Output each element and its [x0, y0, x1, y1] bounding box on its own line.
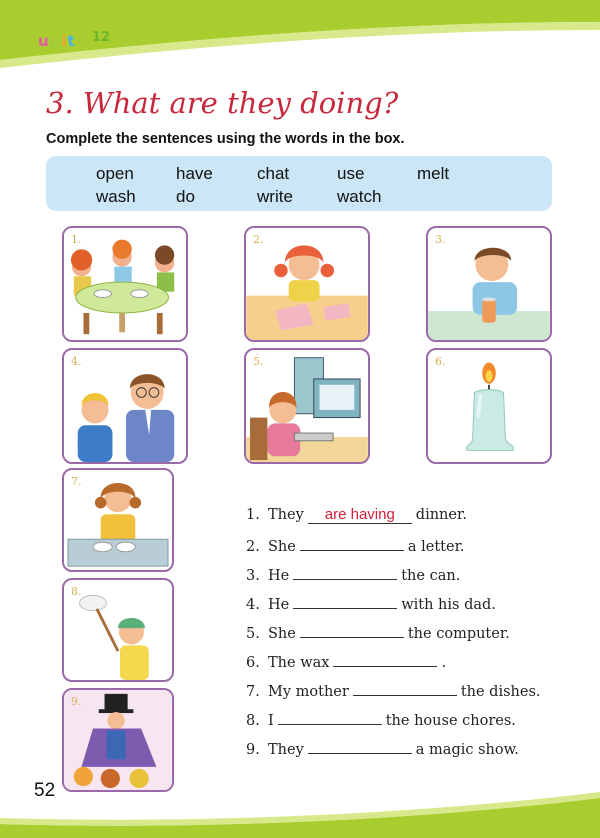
word-do: do	[176, 187, 195, 206]
sentence-subject: He	[268, 568, 290, 584]
sentence-number: 9.	[246, 742, 260, 758]
answer-blank[interactable]: are having	[308, 507, 412, 524]
picture-4-chatting	[62, 348, 188, 464]
picture-number: 5.	[253, 355, 264, 368]
sentence-ending: the dishes.	[460, 684, 541, 700]
picture-1-family-dinner	[62, 226, 188, 342]
picture-number: 8.	[71, 585, 82, 598]
sentence-ending: dinner.	[415, 507, 467, 523]
answer-blank[interactable]	[293, 565, 397, 580]
answer-blank[interactable]	[353, 681, 457, 696]
word-watch: watch	[337, 187, 382, 206]
header-swoosh	[0, 0, 600, 70]
boy-can-illustration	[428, 228, 550, 340]
computer-illustration	[246, 350, 368, 462]
picture-number: 9.	[71, 695, 82, 708]
footer-swoosh	[0, 790, 600, 838]
sentence-6	[246, 652, 446, 671]
sentence-number: 3.	[246, 568, 260, 584]
picture-number: 3.	[435, 233, 446, 246]
sentence-subject: She	[268, 626, 296, 642]
sentence-subject: My mother	[268, 684, 349, 700]
instruction-text: Complete the sentences using the words in the box.	[46, 131, 405, 147]
sentence-number: 7.	[246, 684, 260, 700]
sentence-1	[246, 507, 467, 524]
sentence-8	[246, 710, 516, 729]
sentence-ending: the house chores.	[385, 713, 516, 729]
sentence-subject: They	[268, 507, 304, 523]
exercise-title: 3. What are they doing?	[46, 86, 399, 120]
unit-number: 12	[92, 30, 111, 45]
word-use: use	[337, 164, 365, 183]
picture-2-girl-writing	[244, 226, 370, 342]
answer-blank[interactable]	[300, 536, 404, 551]
sentence-5	[246, 623, 510, 642]
sentence-ending: a letter.	[407, 539, 465, 555]
sentence-7	[246, 681, 541, 700]
sentence-subject: The wax	[268, 655, 330, 671]
sentence-number: 4.	[246, 597, 260, 613]
page-number: 52	[34, 780, 56, 801]
sentence-ending: the computer.	[407, 626, 510, 642]
picture-6-candle	[426, 348, 552, 464]
sentence-number: 1.	[246, 507, 260, 523]
family-dinner-illustration	[64, 228, 186, 340]
picture-number: 2.	[253, 233, 264, 246]
picture-5-computer	[244, 348, 370, 464]
answer-blank[interactable]	[293, 594, 397, 609]
sentence-number: 2.	[246, 539, 260, 555]
answer-blank[interactable]	[333, 652, 437, 667]
picture-7-washing-dishes	[62, 468, 174, 572]
picture-number: 6.	[435, 355, 446, 368]
sentence-4	[246, 594, 496, 613]
sentence-subject: She	[268, 539, 296, 555]
picture-number: 4.	[71, 355, 82, 368]
word-chat: chat	[257, 164, 290, 183]
sentence-3	[246, 565, 460, 584]
candle-illustration	[428, 350, 550, 462]
word-have: have	[176, 164, 213, 183]
sentence-number: 8.	[246, 713, 260, 729]
picture-number: 1.	[71, 233, 82, 246]
picture-8-house-chores	[62, 578, 174, 682]
unit-label	[38, 32, 76, 50]
sentence-ending: .	[441, 655, 447, 671]
picture-3-boy-can	[426, 226, 552, 342]
word-wash: wash	[96, 187, 136, 206]
word-open: open	[96, 164, 134, 183]
unit-letter: u	[38, 32, 50, 50]
chatting-illustration	[64, 350, 186, 462]
word-melt: melt	[417, 164, 450, 183]
sentence-9	[246, 739, 519, 758]
sentence-number: 5.	[246, 626, 260, 642]
sentence-subject: He	[268, 597, 290, 613]
picture-number: 7.	[71, 475, 82, 488]
sentence-ending: the can.	[401, 568, 461, 584]
unit-letter: i	[61, 32, 68, 50]
sentence-ending: with his dad.	[401, 597, 496, 613]
picture-9-magic-show	[62, 688, 174, 792]
unit-letter: t	[67, 32, 76, 50]
word-write: write	[257, 187, 293, 206]
sentence-2	[246, 536, 465, 555]
sentence-subject: They	[268, 742, 304, 758]
answer-blank[interactable]	[278, 710, 382, 725]
girl-writing-illustration	[246, 228, 368, 340]
answer-blank[interactable]	[300, 623, 404, 638]
unit-letter: n	[49, 32, 62, 50]
sentence-ending: a magic show.	[415, 742, 519, 758]
word-box	[46, 156, 552, 211]
sentence-number: 6.	[246, 655, 260, 671]
answer-blank[interactable]	[308, 739, 412, 754]
sentence-subject: I	[268, 713, 274, 729]
